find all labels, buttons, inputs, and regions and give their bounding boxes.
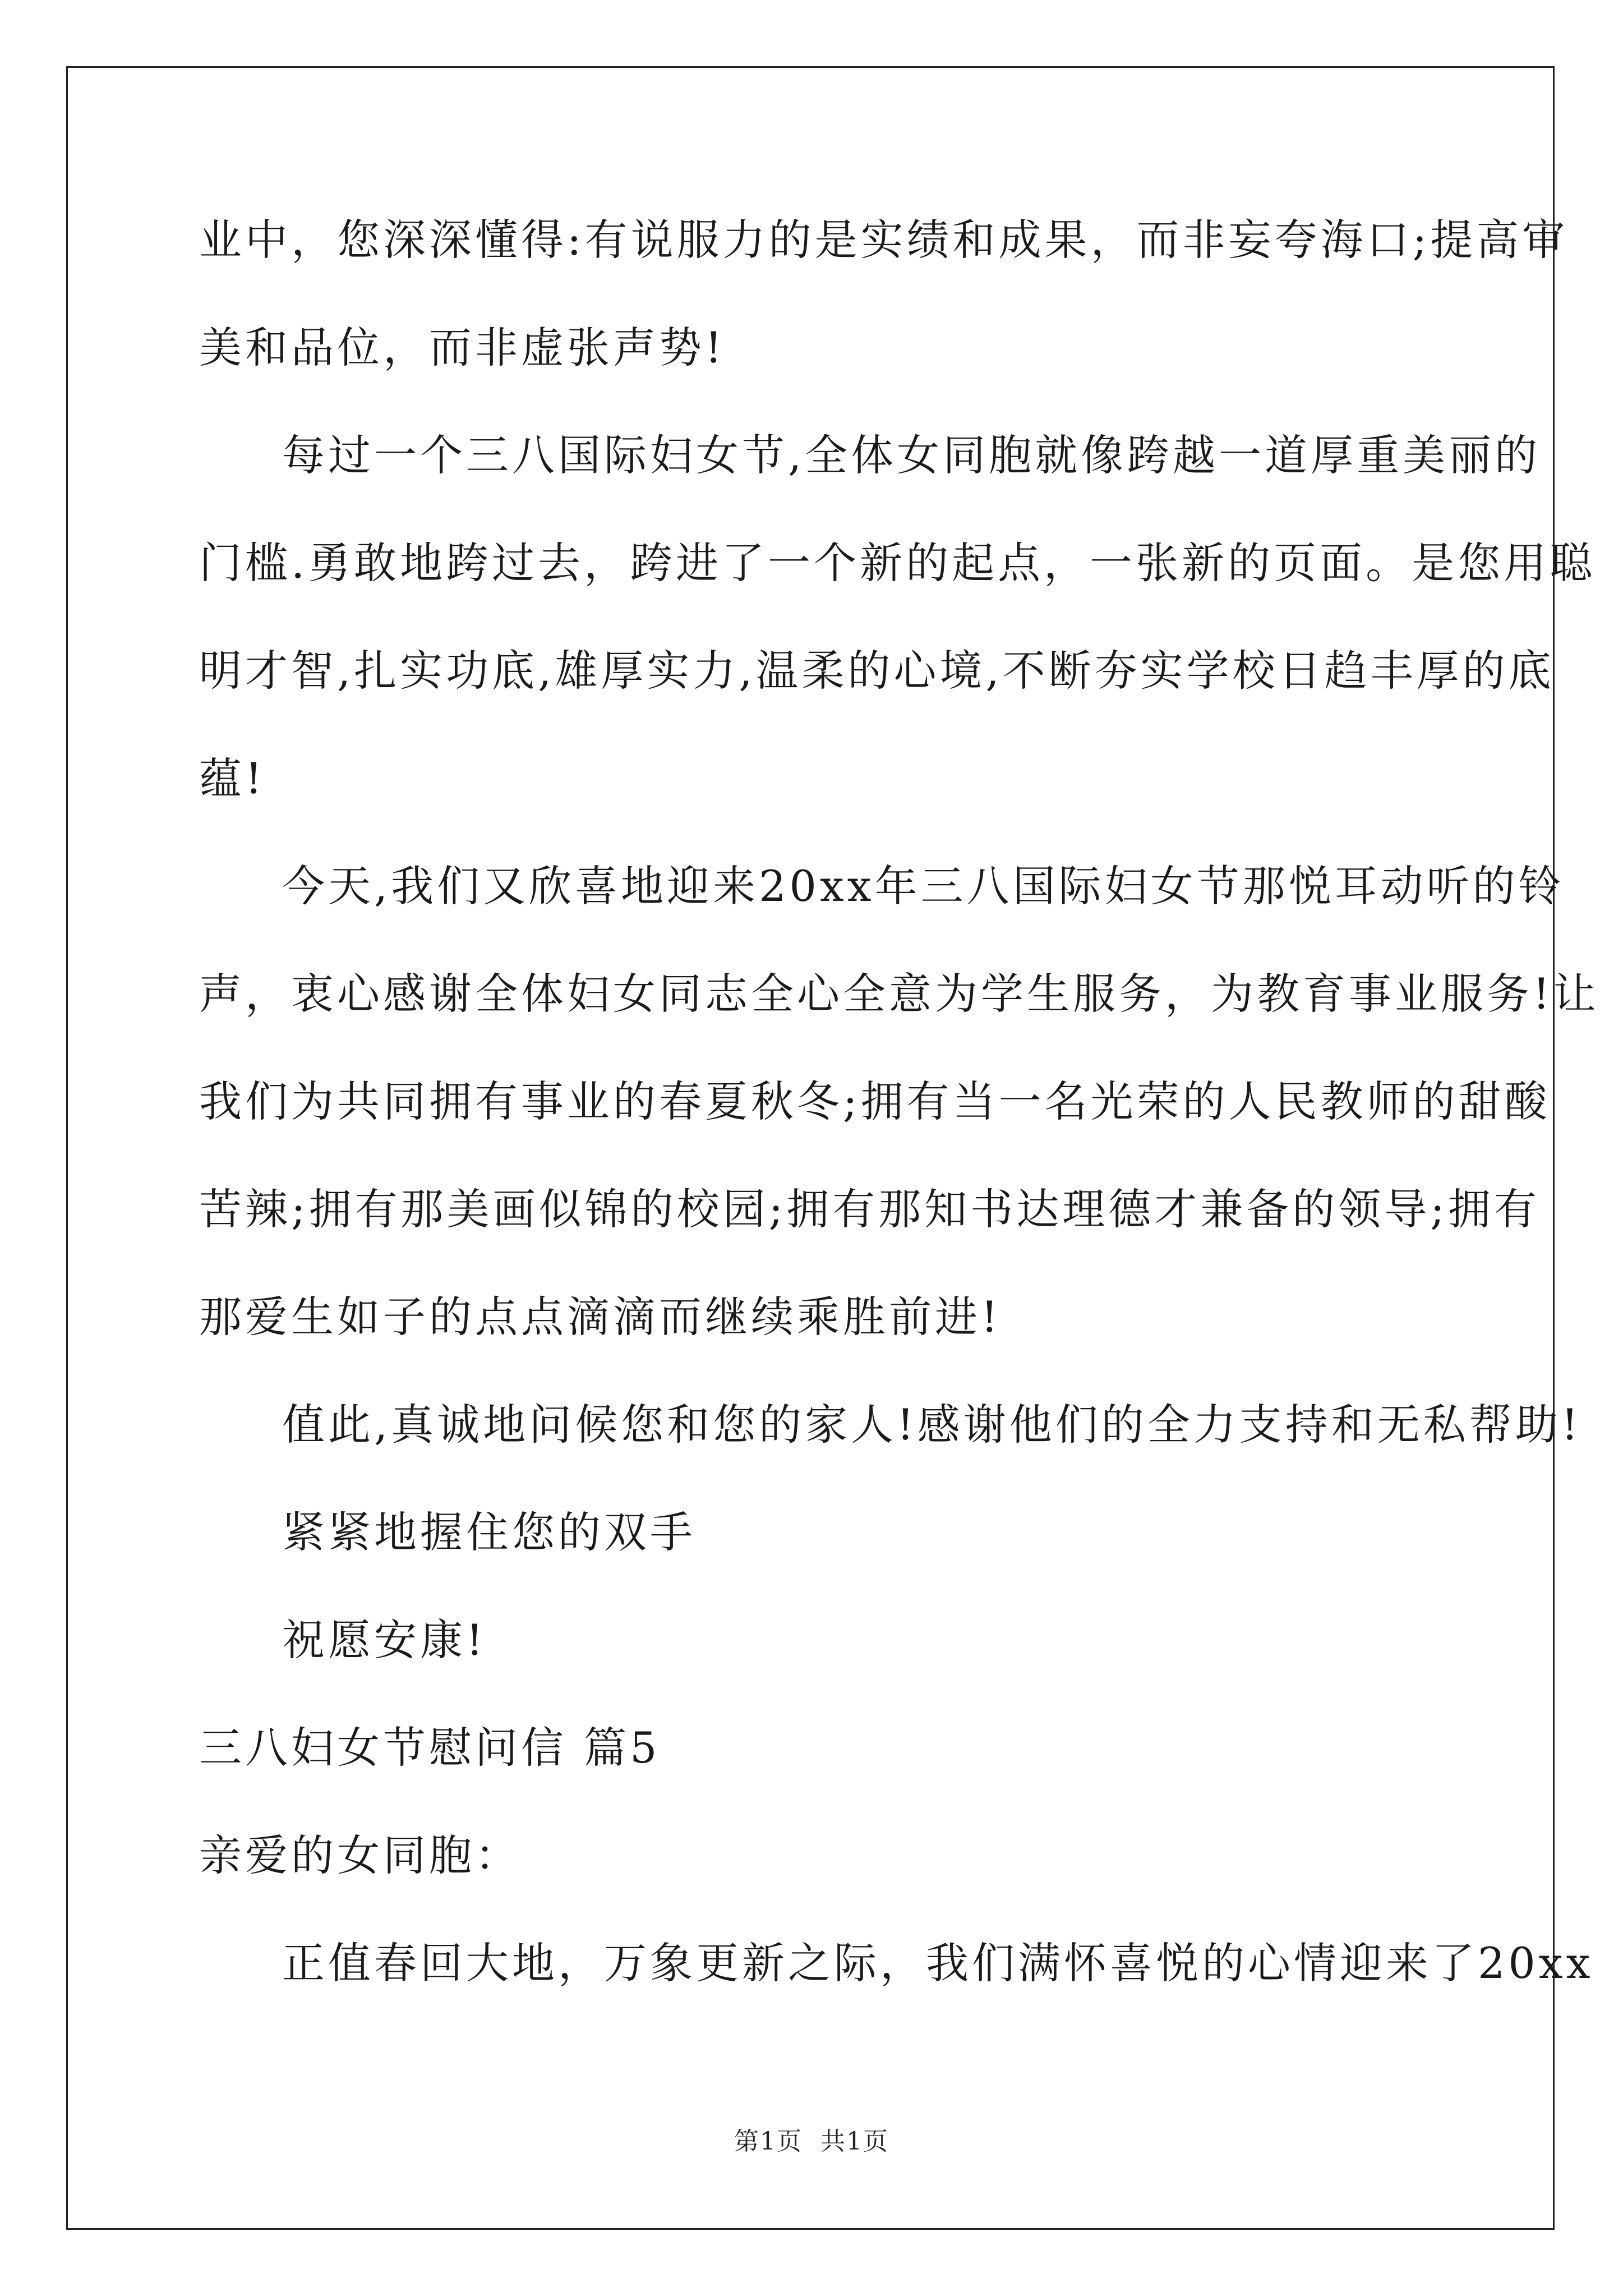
page-number: 第1页: [734, 2127, 803, 2156]
text-line: 正值春回大地，万象更新之际，我们满怀喜悦的心情迎来了20xx: [282, 1938, 1594, 1988]
page-footer: [0, 2126, 1623, 2157]
text-line: 每过一个三八国际妇女节,全体女同胞就像跨越一道厚重美丽的: [282, 430, 1541, 480]
section-heading: 三八妇女节慰问信 篇5: [199, 1723, 661, 1773]
text-line: 门槛.勇敢地跨过去，跨进了一个新的起点，一张新的页面。是您用聪: [199, 538, 1596, 588]
text-line: 紧紧地握住您的双手: [282, 1507, 696, 1557]
text-line: 苦辣;拥有那美画似锦的校园;拥有那知书达理德才兼备的领导;拥有: [199, 1184, 1540, 1234]
page-total: 共1页: [820, 2127, 889, 2156]
text-line: 明才智,扎实功底,雄厚实力,温柔的心境,不断夯实学校日趋丰厚的底: [199, 646, 1555, 696]
text-line: 美和品位，而非虚张声势!: [199, 323, 726, 372]
text-line: 声，衷心感谢全体妇女同志全心全意为学生服务，为教育事业服务!让: [199, 969, 1599, 1019]
text-line: 值此,真诚地问候您和您的家人!感谢他们的全力支持和无私帮助!: [282, 1400, 1582, 1450]
page-border: [66, 66, 1555, 2230]
text-line: 那爱生如子的点点滴滴而继续乘胜前进!: [199, 1292, 1002, 1342]
text-line: 我们为共同拥有事业的春夏秋冬;拥有当一名光荣的人民教师的甜酸: [199, 1076, 1551, 1126]
text-line: 祝愿安康!: [282, 1615, 487, 1665]
text-line: 蕴!: [199, 753, 266, 803]
salutation: 亲爱的女同胞：: [199, 1830, 521, 1880]
text-line: 今天,我们又欣喜地迎来20xx年三八国际妇女节那悦耳动听的铃: [282, 861, 1565, 911]
text-line: 业中，您深深懂得:有说服力的是实绩和成果，而非妄夸海口;提高审: [199, 215, 1569, 265]
